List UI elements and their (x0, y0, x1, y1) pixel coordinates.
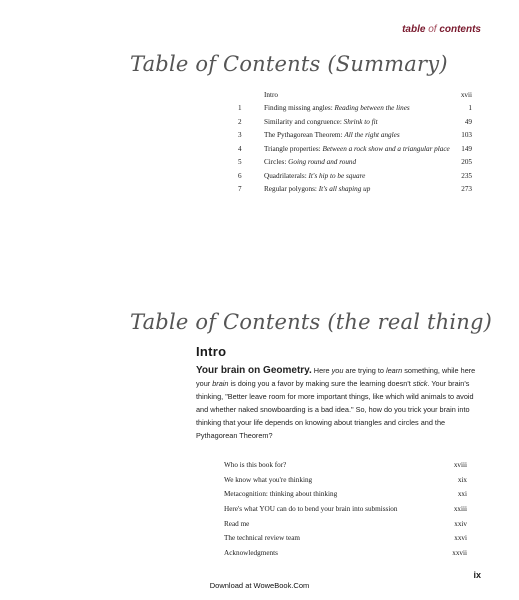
summary-toc (232, 88, 472, 196)
intro-row[interactable] (224, 546, 467, 561)
intro-emph-1: you (331, 366, 344, 375)
summary-row[interactable] (232, 102, 472, 116)
page-number: 149 (461, 144, 472, 153)
page-number: xxvi (454, 534, 467, 543)
intro-row[interactable] (224, 516, 467, 531)
page-number: xix (457, 475, 467, 484)
intro-row[interactable] (224, 487, 467, 502)
chapter-number: 6 (238, 171, 242, 180)
chapter-subtitle: Reading between the lines (334, 104, 410, 113)
chapter-subtitle: It's hip to be square (308, 171, 366, 180)
intro-emph-2: learn (386, 366, 403, 375)
chapter-subtitle: It's all shaping up (318, 185, 371, 194)
intro-text-3: something, while here your (196, 366, 476, 388)
running-head-contents: contents (439, 24, 481, 35)
chapter-title: Regular polygons: (264, 185, 317, 194)
download-footer: Download at WoweBook.Com (209, 581, 310, 590)
page-number: xxi (457, 490, 467, 499)
page-number: xxiv (454, 519, 467, 528)
page-number: xxiii (453, 505, 467, 514)
intro-text-5: . Your brain's thinking, "Better leave room for more important things, like which wild animals to avoid and whether naked snowboarding is a bad idea." So, how do you trick your brain into thinking that your life depends on knowing about triangles and circles and the Pythagorean Theorem? (196, 379, 474, 440)
chapter-title: Quadrilaterals: (264, 171, 307, 180)
intro-text-4: is doing you a favor by making sure the learning doesn't (228, 379, 413, 388)
summary-row[interactable] (232, 156, 472, 170)
page-number: 103 (461, 131, 472, 140)
section-title: Acknowledgments (224, 548, 278, 557)
chapter-title: The Pythagorean Theorem: (264, 131, 343, 140)
summary-row[interactable] (232, 183, 472, 197)
intro-text-2: are trying to (343, 366, 386, 375)
section-title: We know what you're thinking (224, 475, 313, 484)
intro-row[interactable] (224, 502, 467, 517)
summary-row[interactable] (232, 169, 472, 183)
page-number: 273 (461, 185, 472, 194)
intro-row[interactable] (224, 473, 467, 488)
section-title: Who is this book for? (224, 461, 287, 470)
intro-row[interactable] (224, 458, 467, 473)
running-head (402, 24, 481, 35)
chapter-number: 2 (238, 117, 242, 126)
section-title: Read me (224, 519, 250, 528)
chapter-title: Finding missing angles: (264, 104, 333, 113)
running-head-table: table (402, 24, 426, 35)
chapter-subtitle: All the right angles (344, 131, 400, 140)
page-folio: ix (473, 570, 481, 580)
chapter-title: Circles: (264, 158, 287, 167)
page-number: xxvii (452, 548, 467, 557)
page-number: xvii (460, 90, 472, 99)
page-number: xviii (453, 461, 467, 470)
real-title: Table of Contents (the real thing) (130, 310, 493, 334)
intro-row[interactable] (224, 531, 467, 546)
chapter-number: 1 (238, 104, 242, 113)
section-title: Metacognition: thinking about thinking (224, 490, 338, 499)
page-number: 49 (464, 117, 472, 126)
section-title: Here's what YOU can do to bend your brain into submission (224, 505, 398, 514)
chapter-title: Similarity and congruence: (264, 117, 342, 126)
chapter-title: Intro (264, 90, 278, 99)
summary-title: Table of Contents (Summary) (130, 52, 448, 76)
intro-text-1: Here (311, 366, 332, 375)
page-number: 1 (468, 104, 472, 113)
summary-row[interactable] (232, 142, 472, 156)
chapter-number: 7 (238, 185, 242, 194)
intro-lead: Your brain on Geometry. (196, 365, 312, 376)
summary-row[interactable] (232, 88, 472, 102)
chapter-subtitle: Shrink to fit (343, 117, 378, 126)
chapter-subtitle: Between a rock show and a triangular place (322, 144, 450, 153)
summary-row[interactable] (232, 129, 472, 143)
running-head-of: of (428, 24, 437, 35)
intro-emph-4: stick (412, 379, 428, 388)
summary-row[interactable] (232, 115, 472, 129)
chapter-number: 3 (238, 131, 242, 140)
chapter-number (232, 88, 264, 102)
page-number: 235 (461, 171, 472, 180)
chapter-number: 4 (238, 144, 242, 153)
intro-paragraph (196, 364, 481, 442)
chapter-title: Triangle properties: (264, 144, 321, 153)
chapter-subtitle: Going round and round (288, 158, 357, 167)
intro-emph-3: brain (212, 379, 229, 388)
intro-heading: Intro (196, 344, 227, 359)
intro-toc (224, 458, 467, 560)
section-title: The technical review team (224, 534, 301, 543)
chapter-number: 5 (238, 158, 242, 167)
page-number: 205 (461, 158, 472, 167)
